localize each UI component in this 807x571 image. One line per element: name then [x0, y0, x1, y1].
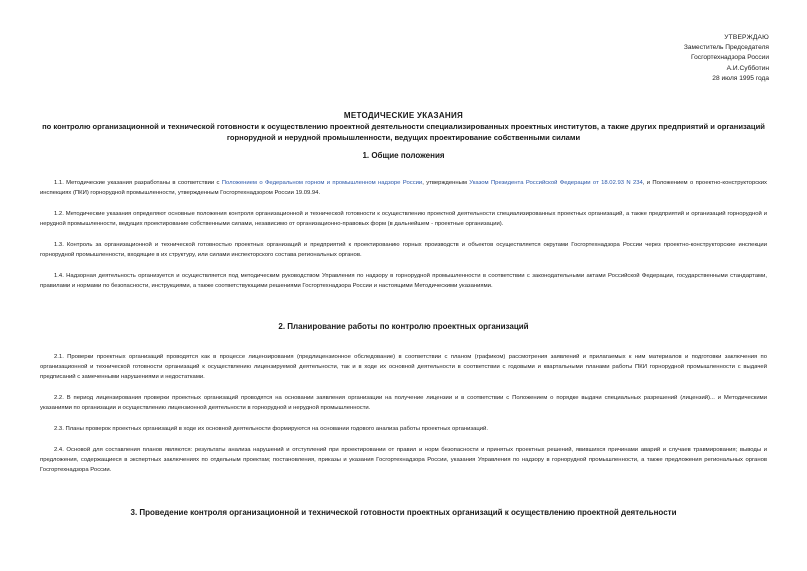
approval-org: Госгортехнадзора России — [691, 54, 769, 62]
document-title — [40, 110, 767, 143]
link-presidential-decree[interactable]: Указом Президента Российской Федерации от 18.02.93 N 234 — [469, 180, 643, 186]
title-line-1: МЕТОДИЧЕСКИЕ УКАЗАНИЯ — [343, 111, 464, 120]
paragraph-2-4: 2.4. Основой для составления планов являются: результаты анализа нарушений и отступлений при проектировании от правил и норм безопасности и принятых проектных решений, явившихся причинами аварий и случаев травмирования; выводы и предложения, содержащиеся в экспертных заключениях по отдельным проектам; постановления, приказы и указания Госгортехнадзора России, указания Управления по надзору в горнорудной промышленности, а также предложения региональных органов Госгортехнадзора России. — [40, 447, 767, 473]
paragraph-1-4: 1.4. Надзорная деятельность организуется и осуществляется под методическим руководством Управления по надзору в горнорудной промышленности в соответствии с законодательными актами Российской Федерации, государственными стандартами, правилами и нормами по безопасности, инструкциями, а также соответствующими решениями Госгортехнадзора России и настоящими Методическими указаниями. — [40, 273, 767, 289]
section-1-heading: 1. Общие положения — [362, 151, 445, 160]
paragraph-2-1: 2.1. Проверки проектных организаций проводятся как в процессе лицензирования (предлицензионное обследование) в соответствии с планом (графиком) рассмотрения заявлений и прилагаемых к ним материалов и подготовки заключения по организационной и технической готовности организаций к осуществлению лицензируемой деятельности, так и в ходе их основной деятельности в соответствии с годовыми и квартальными планами работы ПКИ горнорудной промышленности с выдачей предписаний с замеченными нарушениями и недостатками. — [40, 354, 767, 380]
approval-heading: УТВЕРЖДАЮ — [724, 34, 769, 41]
link-regulation-federal-mining-supervision[interactable]: Положением о Федеральном горном и промышленном надзоре России — [221, 180, 423, 186]
paragraph-1-1-text-b: , утвержденным — [422, 180, 470, 186]
approval-block — [609, 33, 769, 84]
approval-date: 28 июля 1995 года — [712, 74, 769, 82]
section-2-heading: 2. Планирование работы по контролю проектных организаций — [278, 322, 529, 331]
title-line-2: по контролю организационной и технической готовности к осуществлению проектной деятельности специализированных проектных институтов, а также других предприятий и организаций горнорудной и нерудной промышленности, ведущих проектирование собственными силами — [42, 122, 765, 142]
paragraph-1-1 — [40, 179, 767, 199]
paragraph-2-3: 2.3. Планы проверок проектных организаций в ходе их основной деятельности формируются на основании годового анализа работы проектных организаций. — [54, 426, 488, 432]
paragraph-1-1-text-c: , и Положением о проектно-конструкторских инспекциях (ПКИ) горнорудной промышленности, утвержденным Госгортехнадзором России 19.09.94. — [40, 180, 767, 196]
paragraph-1-1-text-a: 1.1. Методические указания разработаны в соответствии с — [54, 180, 222, 186]
paragraph-1-2: 1.2. Методические указания определяют основные положения контроля организационной и технической готовности к осуществлению проектной деятельности специализированных проектных организаций, а также предприятий и организаций горнорудной и нерудной промышленности, ведущих проектирование собственными силами, независимо от организационно-правовых форм (в дальнейшем - проектные организации). — [40, 211, 767, 227]
section-3-heading: 3. Проведение контроля организационной и технической готовности проектных организаций к осуществлению проектной деятельности — [130, 508, 677, 517]
paragraph-1-3: 1.3. Контроль за организационной и технической готовностью проектных организаций и предприятий к проектированию горных производств и объектов осуществляется округами Госгортехнадзора России через проектно-конструкторские инспекции горнорудной промышленности, входящие в их структуру, или силами инспекторского состава региональных органов. — [40, 242, 767, 258]
approval-name: А.И.Субботин — [726, 64, 769, 72]
paragraph-2-2: 2.2. В период лицензирования проверки проектных организаций проводятся на основании заявления организации на получение лицензии и в соответствии с Положением о порядке выдачи специальных разрешений (лицензий)... и Методическими указаниями по организации и осуществлению лицензионной деятельности в горнорудной и нерудной промышленности. — [40, 395, 767, 411]
approval-position: Заместитель Председателя — [683, 44, 769, 52]
